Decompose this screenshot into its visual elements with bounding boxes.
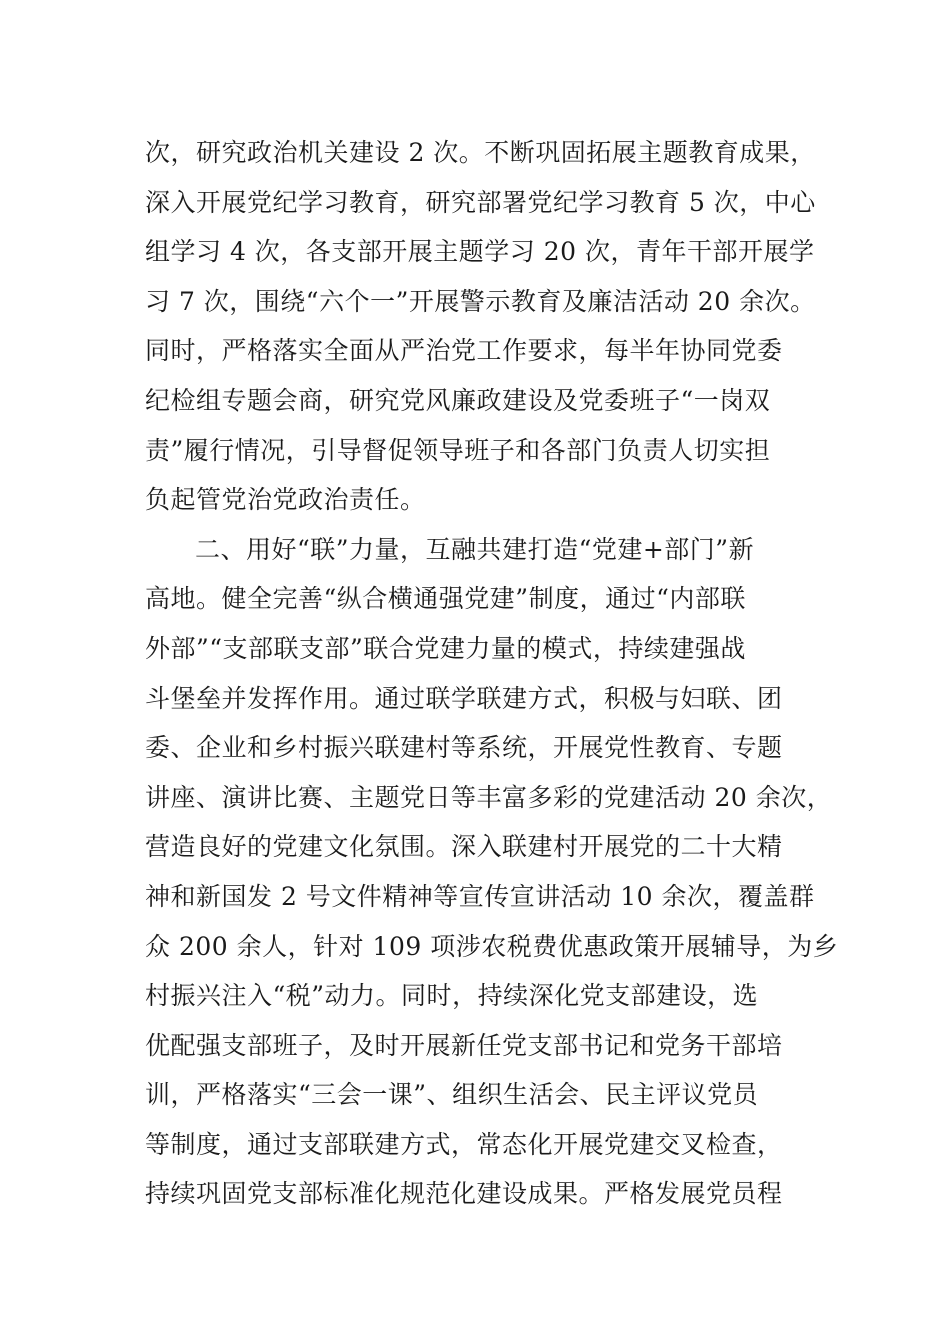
- text-line: 习 7 次，围绕“六个一”开展警示教育及廉洁活动 20 余次。: [145, 286, 816, 316]
- text-line: 同时，严格落实全面从严治党工作要求，每半年协同党委: [145, 336, 783, 366]
- text-line: 高地。健全完善“纵合横通强党建”制度，通过“内部联: [145, 584, 746, 614]
- text-line: 外部”“支部联支部”联合党建力量的模式，持续建强战: [145, 633, 746, 663]
- text-line: 营造良好的党建文化氛围。深入联建村开展党的二十大精: [145, 832, 783, 862]
- text-line: 讲座、演讲比赛、主题党日等丰富多彩的党建活动 20 余次，: [145, 782, 833, 812]
- text-line: 持续巩固党支部标准化规范化建设成果。严格发展党员程: [145, 1179, 783, 1209]
- text-line: 组学习 4 次，各支部开展主题学习 20 次，青年干部开展学: [145, 237, 815, 267]
- body-text: [145, 133, 839, 1224]
- text-line: 等制度，通过支部联建方式，常态化开展党建交叉检查，: [145, 1129, 783, 1159]
- text-line: 深入开展党纪学习教育，研究部署党纪学习教育 5 次，中心: [145, 187, 816, 217]
- text-line: 训，严格落实“三会一课”、组织生活会、民主评议党员: [145, 1080, 759, 1110]
- text-line: 神和新国发 2 号文件精神等宣传宣讲活动 10 余次，覆盖群: [145, 881, 815, 911]
- text-line: 村振兴注入“税”动力。同时，持续深化党支部建设，选: [145, 981, 759, 1011]
- text-line: 众 200 余人，针对 109 项涉农税费优惠政策开展辅导，为乡: [145, 931, 839, 961]
- text-line: 负起管党治党政治责任。: [145, 485, 426, 515]
- text-line: 优配强支部班子，及时开展新任党支部书记和党务干部培: [145, 1030, 783, 1060]
- text-line: 责”履行情况，引导督促领导班子和各部门负责人切实担: [145, 435, 771, 465]
- text-line: 纪检组专题会商，研究党风廉政建设及党委班子“一岗双: [145, 385, 771, 415]
- section-heading-line: 二、用好“联”力量，互融共建打造“党建+部门”新: [195, 534, 755, 564]
- text-line: 斗堡垒并发挥作用。通过联学联建方式，积极与妇联、团: [145, 683, 783, 713]
- text-line: 次，研究政治机关建设 2 次。不断巩固拓展主题教育成果，: [145, 138, 816, 167]
- text-line: 委、企业和乡村振兴联建村等系统，开展党性教育、专题: [145, 733, 783, 763]
